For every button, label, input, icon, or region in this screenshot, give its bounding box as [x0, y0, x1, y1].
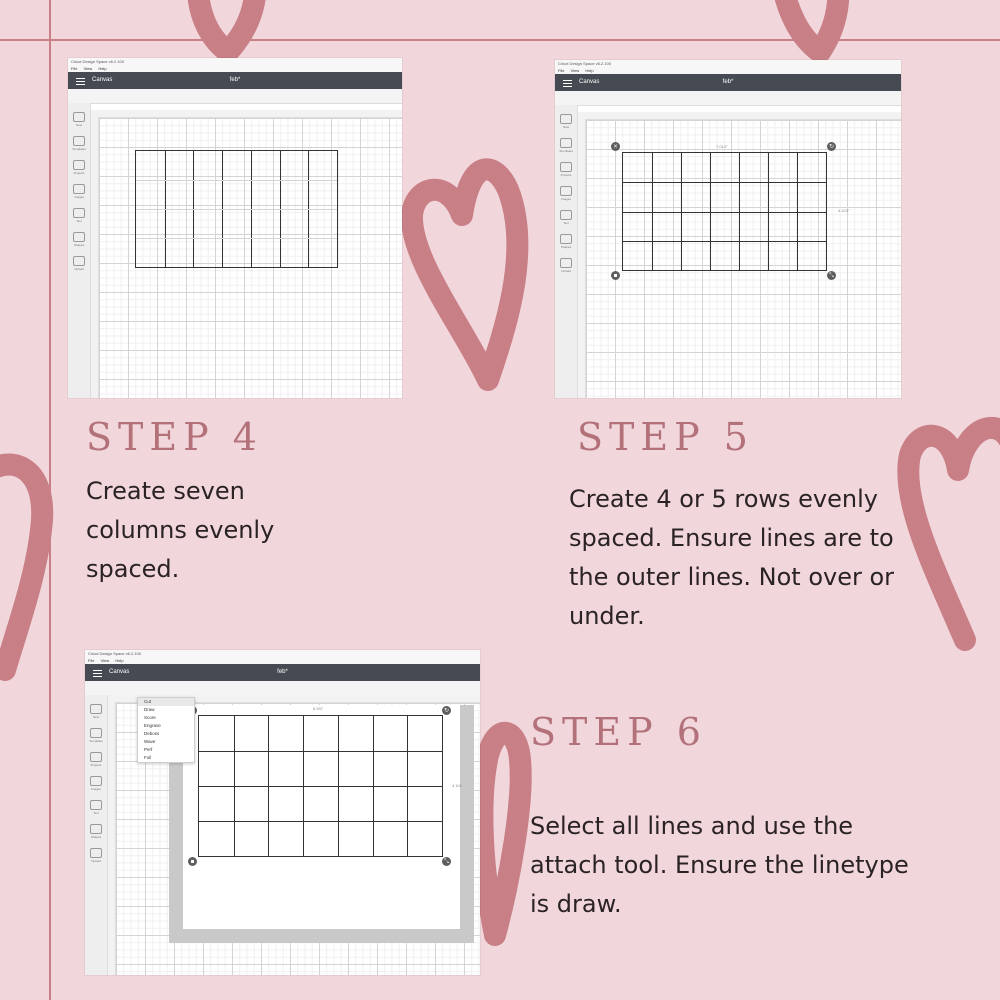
- rotate-icon[interactable]: ↻: [443, 707, 450, 714]
- sidebar-upload[interactable]: Upload: [74, 267, 84, 271]
- window-title: Cricut Design Space v6.2.100: [85, 650, 480, 657]
- row-line[interactable]: [623, 212, 826, 213]
- sidebar-images[interactable]: Images: [74, 195, 84, 199]
- sidebar-templates[interactable]: Templates: [559, 149, 573, 153]
- image-icon[interactable]: [73, 184, 85, 194]
- text-icon[interactable]: [73, 208, 85, 218]
- text-icon[interactable]: [560, 210, 572, 220]
- menu-view[interactable]: View: [570, 68, 580, 73]
- heart-icon: [412, 169, 517, 380]
- screenshot-step-6: [85, 650, 480, 975]
- screenshot-step-4: [68, 58, 402, 398]
- menu-bar: [85, 657, 480, 664]
- row-line[interactable]: [623, 182, 826, 183]
- menu-view[interactable]: View: [83, 66, 93, 71]
- sidebar-projects[interactable]: Projects: [73, 171, 85, 175]
- ruler-top: [578, 112, 901, 120]
- menu-help[interactable]: Help: [585, 68, 594, 73]
- menu-file[interactable]: File: [88, 658, 95, 663]
- sidebar-shapes[interactable]: Shapes: [560, 245, 572, 249]
- shirt-icon[interactable]: [90, 728, 102, 738]
- sidebar-new[interactable]: New: [75, 123, 82, 127]
- sidebar-shapes[interactable]: Shapes: [90, 835, 102, 839]
- table-columns[interactable]: [135, 150, 338, 268]
- heart-icon: [197, 0, 256, 52]
- sidebar-text[interactable]: Text: [93, 811, 99, 815]
- linetype-option[interactable]: Score: [144, 715, 156, 720]
- canvas-label: Canvas: [109, 669, 130, 675]
- bookmark-icon[interactable]: [90, 752, 102, 762]
- window-title: Cricut Design Space v6.2.100: [68, 58, 402, 65]
- menu-view[interactable]: View: [100, 658, 110, 663]
- project-name: feb*: [229, 77, 241, 83]
- shirt-icon[interactable]: [73, 136, 85, 146]
- app-header: [68, 72, 402, 89]
- heart-icon: [482, 733, 520, 935]
- menu-bar: [555, 67, 901, 74]
- table-grid[interactable]: [622, 152, 827, 271]
- sidebar-text[interactable]: Text: [76, 219, 82, 223]
- close-icon[interactable]: ×: [612, 143, 619, 150]
- step-5-text: Create 4 or 5 rows evenly spaced. Ensure lines are to the outer lines. Not over or under.: [569, 485, 895, 630]
- sidebar-new[interactable]: New: [562, 125, 569, 129]
- row-line[interactable]: [136, 180, 337, 181]
- lock-icon[interactable]: ▪: [188, 857, 197, 866]
- row-line[interactable]: [623, 241, 826, 242]
- edit-toolbar: [555, 91, 901, 106]
- sidebar-projects[interactable]: Projects: [90, 763, 102, 767]
- row-line[interactable]: [136, 209, 337, 210]
- step-4-title: STEP 4: [86, 415, 263, 459]
- linetype-option[interactable]: Engrave: [144, 723, 161, 728]
- sidebar-images[interactable]: Images: [91, 787, 101, 791]
- canvas-grid[interactable]: [116, 699, 480, 975]
- sidebar: [85, 695, 108, 975]
- screenshot-step-5: [555, 60, 901, 398]
- rotate-icon[interactable]: ↻: [828, 143, 835, 150]
- heart-icon: [780, 0, 838, 52]
- linetype-option[interactable]: Deboss: [144, 731, 160, 736]
- sidebar: [555, 105, 578, 398]
- sidebar-shapes[interactable]: Shapes: [73, 243, 85, 247]
- frame-horizontal-line: [0, 39, 1000, 41]
- ruler-left: [91, 117, 99, 398]
- step-5-title: STEP 5: [577, 415, 754, 459]
- step-6-title: STEP 6: [530, 710, 707, 754]
- shirt-icon[interactable]: [560, 138, 572, 148]
- lock-icon[interactable]: ▪: [611, 271, 620, 280]
- edit-toolbar: [68, 89, 402, 104]
- plus-icon[interactable]: [90, 704, 102, 714]
- menu-help[interactable]: Help: [115, 658, 124, 663]
- upload-icon[interactable]: [73, 256, 85, 266]
- width-label: 6.937: [313, 706, 324, 711]
- app-header: [555, 74, 901, 91]
- row-line[interactable]: [199, 786, 442, 787]
- heart-icon: [908, 428, 1000, 640]
- ruler-left: [578, 119, 586, 398]
- bookmark-icon[interactable]: [73, 160, 85, 170]
- sidebar-projects[interactable]: Projects: [560, 173, 572, 177]
- canvas-grid[interactable]: [99, 118, 402, 398]
- ruler-top: [91, 110, 402, 118]
- step-4-text: Create seven columns evenly spaced.: [86, 477, 275, 583]
- project-name: feb*: [722, 79, 734, 85]
- heart-icon: [0, 464, 42, 670]
- row-line[interactable]: [136, 238, 337, 239]
- frame-vertical-line: [49, 0, 51, 1000]
- shapes-icon[interactable]: [560, 234, 572, 244]
- step-6-text: Select all lines and use the attach tool. Ensure the linetype is draw.: [530, 812, 909, 918]
- row-line[interactable]: [199, 751, 442, 752]
- menu-help[interactable]: Help: [98, 66, 107, 71]
- upload-icon[interactable]: [560, 258, 572, 268]
- canvas-label: Canvas: [92, 77, 113, 83]
- project-name: feb*: [277, 669, 288, 675]
- linetype-option[interactable]: Wave: [144, 739, 156, 744]
- linetype-option[interactable]: Cut: [138, 698, 194, 706]
- resize-icon[interactable]: ⤡: [827, 271, 836, 280]
- shapes-icon[interactable]: [90, 824, 102, 834]
- bookmark-icon[interactable]: [560, 162, 572, 172]
- menu-file[interactable]: File: [558, 68, 565, 73]
- app-header: [85, 664, 480, 681]
- linetype-option[interactable]: Draw: [144, 707, 155, 712]
- sidebar-upload[interactable]: Upload: [91, 859, 101, 863]
- ruler-left: [108, 702, 116, 975]
- plus-icon[interactable]: [73, 112, 85, 122]
- shapes-icon[interactable]: [73, 232, 85, 242]
- linetype-dropdown[interactable]: [137, 697, 195, 763]
- sidebar-text[interactable]: Text: [563, 221, 569, 225]
- sidebar: [68, 103, 91, 398]
- menu-bar: [68, 65, 402, 72]
- canvas-grid[interactable]: [586, 120, 901, 398]
- image-icon[interactable]: [560, 186, 572, 196]
- linetype-option[interactable]: Perf: [144, 747, 153, 752]
- text-icon[interactable]: [90, 800, 102, 810]
- sidebar-new[interactable]: New: [92, 715, 99, 719]
- table-grid-attached[interactable]: [198, 715, 443, 857]
- edit-toolbar: [85, 681, 480, 696]
- resize-icon[interactable]: ⤡: [442, 857, 451, 866]
- sidebar-templates[interactable]: Templates: [89, 739, 103, 743]
- plus-icon[interactable]: [560, 114, 572, 124]
- height-label: 4.103": [838, 208, 850, 213]
- height-label: 4.104: [452, 783, 463, 788]
- sidebar-upload[interactable]: Upload: [561, 269, 571, 273]
- canvas-label: Canvas: [579, 79, 600, 85]
- image-icon[interactable]: [90, 776, 102, 786]
- menu-file[interactable]: File: [71, 66, 78, 71]
- sidebar-images[interactable]: Images: [561, 197, 571, 201]
- width-label: 7.014": [716, 144, 728, 149]
- linetype-option[interactable]: Foil: [144, 755, 152, 760]
- upload-icon[interactable]: [90, 848, 102, 858]
- sidebar-templates[interactable]: Templates: [72, 147, 86, 151]
- row-line[interactable]: [199, 821, 442, 822]
- window-title: Cricut Design Space v6.2.100: [555, 60, 901, 67]
